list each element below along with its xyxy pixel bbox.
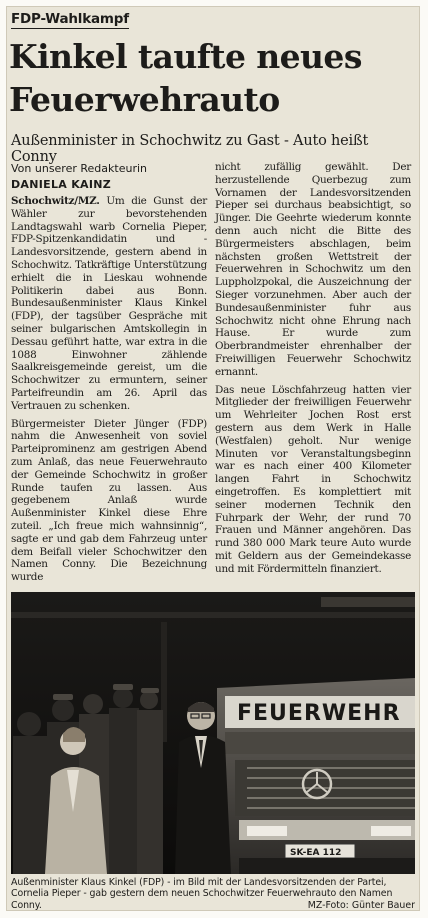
byline-prefix: Von unserer Redakteurin [11,162,147,175]
truck-label: FEUERWEHR [237,701,401,726]
kicker: FDP-Wahlkampf [11,11,129,27]
article-column-right [215,161,411,581]
photo-credit: MZ-Foto: Günter Bauer [307,900,415,911]
article-column-left [11,195,207,589]
paragraph-4: Das neue Löschfahrzeug hatten vier Mitglieder der freiwilligen Feuerwehr um Wehrleiter Jochen Rost erst gestern aus dem Werk in Halle (Westfalen) geholt. Nur wenige Minuten vor Veranstaltungsbeginn war es nach einer 400 Kilometer langen Fahrt in Schochwitz eingetroffen. Es komplettiert mit seiner modernen Technik den Fuhrpark der Wehr, der rund 70 Frauen und Männer angehören. Das rund 380 000 Mark teure Auto wurde mit Geldern aus der Gemeindekasse und mit Fördermitteln finanziert. [215,383,411,575]
paragraph-1-text: Um die Gunst der Wähler zur bevorstehenden Landtagswahl warb Cornelia Pieper, FDP-Spitzenkandidatin und -Landesvorsitzende, gestern abend in Schochwitz. Tatkräftige Unterstützung erhielt die in Lieskau wohnende Politikerin dabei aus Bonn. Bundesaußenminister Klaus Kinkel (FDP), der tagsüber Gespräche mit seiner bulgarischen Amtskollegin in Dessau geführt hatte, war extra in die 1088 Einwohner zählende Saalkreisgemeinde gereist, um die Schochwitzer zu ermuntern, seiner Parteifreundin am 26. April das Vertrauen zu schenken. [11,195,207,412]
paragraph-3: nicht zufällig gewählt. Der herzustellende Querbezug zum Vornamen der Landesvorsitzenden Pieper sei durchaus beabsichtigt, so Jünger. Die Geehrte wiederum konnte denn auch nicht die Bitte des Bürgermeisters abschlagen, beim nächsten großen Wettstreit der Feuerwehren in Schochwitz um den Luppholzpokal, die Auszeichnung der Sieger vorzunehmen. Aber auch der Bundesaußenminister fuhr aus Schochwitz nicht ohne Ehrung nach Hause. Er wurde zum Oberbrandmeister ehrenhalber der Freiwilligen Feuerwehr Schochwitz ernannt. [215,161,411,378]
fire-truck [217,678,415,874]
byline-author: DANIELA KAINZ [11,178,112,191]
newspaper-clipping [7,7,419,910]
photo-caption: Außenminister Klaus Kinkel (FDP) - im Bild mit der Landesvorsitzenden der Partei, Cornelia Pieper - gab gestern dem neuen Schochwitzer Feuerwehrauto den Namen Conny. [11,877,393,911]
license-plate: SK-EA 112 [290,848,342,858]
headline: Kinkel taufte neues Feuerwehrauto [9,37,362,119]
dateline: Schochwitz/MZ. [11,195,100,207]
paragraph-2: Bürgermeister Dieter Jünger (FDP) nahm die Anwesenheit von soviel Parteiprominenz am gestrigen Abend zum Anlaß, das neue Feuerwehrauto der Gemeinde Schochwitz in großer Runde taufen zu lassen. Aus gegebenem Anlaß wurde Außenminister Kinkel diese Ehre zuteil. „Ich freue mich wahnsinnig“, sagte er und gab dem Fahrzeug unter dem Beifall vieler Schochwitzer den Namen Conny. Die Bezeichnung wurde [11,417,207,584]
photo-illustration [11,592,415,874]
news-photo [11,592,415,874]
paragraph-1 [11,195,207,413]
subheadline: Außenminister in Schochwitz zu Gast - Auto heißt Conny [11,133,369,165]
